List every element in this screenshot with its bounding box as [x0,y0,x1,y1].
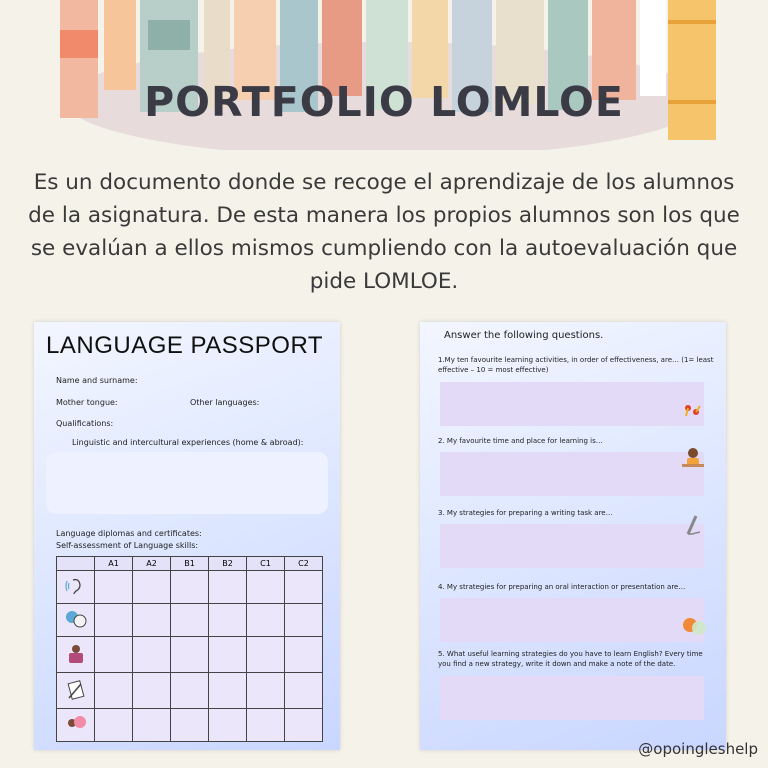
skills-table [56,556,323,742]
skill-cell[interactable] [133,673,171,709]
question-2: 2. My favourite time and place for learning is… [438,437,603,445]
answer-box-2[interactable] [440,452,704,496]
intro-paragraph: Es un documento donde se recoge el aprendizaje de los alumnos de la asignatura. De esta manera los propios alumnos son los que se evalúan a ellos mismos cumpliendo con la autoevaluación que pide LOMLOE. [28,170,740,294]
skill-cell[interactable] [171,637,209,673]
skill-cell[interactable] [133,637,171,673]
writing-icon [57,673,95,709]
skill-cell[interactable] [171,673,209,709]
name-label: Name and surname: [56,376,138,385]
skill-cell[interactable] [209,637,247,673]
skill-cell[interactable] [171,571,209,604]
level-header: C2 [285,557,323,571]
mother-tongue-label: Mother tongue: [56,398,118,407]
level-header: A1 [95,557,133,571]
question-5: 5. What useful learning strategies do you have to learn English? Every time you find a new strategy, write it down and make a note of the date. [438,650,703,668]
corner-cell [57,557,95,571]
experiences-box[interactable] [46,452,328,514]
interaction-icon [57,708,95,741]
books-illustration [0,0,768,150]
speaking-icon [57,604,95,637]
skill-cell[interactable] [133,708,171,741]
qualifications-label: Qualifications: [56,419,114,428]
speaking-person-icon [680,614,708,640]
skill-cell[interactable] [171,604,209,637]
skill-cell[interactable] [285,571,323,604]
answer-box-1[interactable] [440,382,704,426]
level-header: B2 [209,557,247,571]
other-languages-label: Other languages: [190,398,260,407]
skill-cell[interactable] [95,571,133,604]
skill-cell[interactable] [209,604,247,637]
skill-cell[interactable] [171,708,209,741]
table-row [57,604,323,637]
table-row [57,637,323,673]
answer-box-3[interactable] [440,524,704,568]
skill-cell[interactable] [95,604,133,637]
diplomas-label: Language diplomas and certificates: [56,529,202,538]
skill-cell[interactable] [247,673,285,709]
skill-cell[interactable] [209,571,247,604]
question-3: 3. My strategies for preparing a writing task are… [438,509,613,517]
skill-cell[interactable] [209,708,247,741]
question-1: 1.My ten favourite learning activities, in order of effectiveness, are… (1= least effective – 10 = most effective) [438,356,714,374]
listening-icon [57,571,95,604]
page-title: PORTFOLIO LOMLOE [144,78,624,126]
skill-cell[interactable] [95,637,133,673]
skill-cell[interactable] [95,708,133,741]
level-header: A2 [133,557,171,571]
skill-cell[interactable] [285,637,323,673]
skill-cell[interactable] [247,571,285,604]
level-header: C1 [247,557,285,571]
level-header: B1 [171,557,209,571]
skill-cell[interactable] [95,673,133,709]
table-header-row [57,557,323,571]
experiences-label: Linguistic and intercultural experiences (home & abroad): [72,438,304,447]
skill-cell[interactable] [247,604,285,637]
question-4: 4. My strategies for preparing an oral interaction or presentation are… [438,583,686,591]
reading-icon [57,637,95,673]
skill-cell[interactable] [285,708,323,741]
pins-icon [682,400,704,420]
pen-writing-icon [682,512,704,538]
student-studying-icon [680,446,706,470]
passport-title: LANGUAGE PASSPORT [46,332,324,359]
answer-box-4[interactable] [440,598,704,642]
skill-cell[interactable] [133,571,171,604]
questions-title: Answer the following questions. [444,330,604,341]
questions-page [420,322,726,750]
self-assessment-label: Self-assessment of Language skills: [56,541,199,550]
skill-cell[interactable] [209,673,247,709]
skill-cell[interactable] [247,708,285,741]
social-handle: @opoingleshelp [638,740,758,758]
table-row [57,673,323,709]
skill-cell[interactable] [285,604,323,637]
answer-box-5[interactable] [440,676,704,720]
table-row [57,708,323,741]
language-passport-page [34,322,340,750]
skill-cell[interactable] [133,604,171,637]
skill-cell[interactable] [247,637,285,673]
skill-cell[interactable] [285,673,323,709]
table-row [57,571,323,604]
